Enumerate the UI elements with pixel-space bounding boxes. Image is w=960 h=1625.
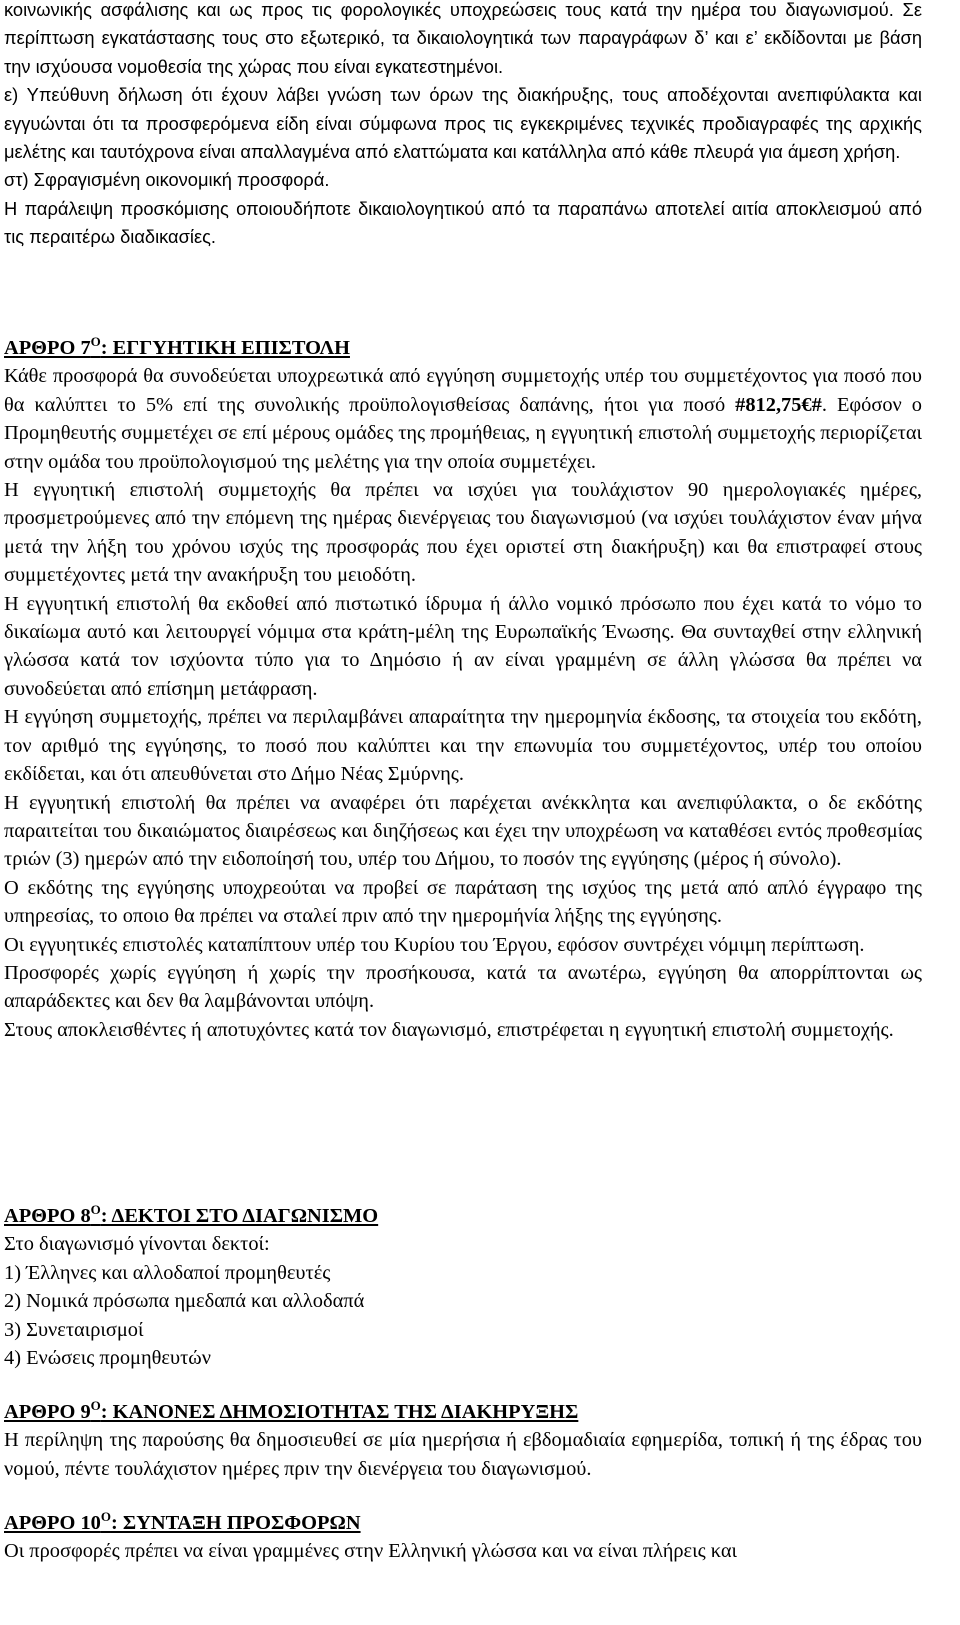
article-7-paragraph: Η εγγυητική επιστολή θα εκδοθεί από πιστωτικό ίδρυμα ή άλλο νομικό πρόσωπο που έχει κατά το νόμο το δικαίωμα αυτό και λειτουργεί νόμιμα στα κράτη-μέλη της Ευρωπαϊκής Ένωσης. Θα συνταχθεί στην ελληνική γλώσσα κατά τον ισχύοντα τύπο για το Δημόσιο ή αν είναι γραμμένη σε άλλη γλώσσα θα πρέπει να συνοδεύεται από επίσημη μετάφραση. <box>4 592 922 700</box>
intro-paragraph: ε) Υπεύθυνη δήλωση ότι έχουν λάβει γνώση των όρων της διακήρυξης, τους αποδέχονται ανεπιφύλακτα και εγγυώνται ότι τα προσφερόμενα είδη είναι σύμφωνα προς τις εγκεκριμένες τεχνικές προδιαγραφές της αρχικής μελέτης και ταυτόχρονα είναι απαλλαγμένα από ελαττώματα και κατάλληλα από κάθε πλευρά για άμεση χρήση. <box>4 84 922 163</box>
article-8-line: 2) Νομικά πρόσωπα ημεδαπά και αλλοδαπά <box>4 1290 365 1313</box>
article-7-paragraph: Στους αποκλεισθέντες ή αποτυχόντες κατά τον διαγωνισμό, επιστρέφεται η εγγυητική επιστολή συμμετοχής. <box>4 1018 894 1041</box>
article-10-paragraph: Οι προσφορές πρέπει να είναι γραμμένες στην Ελληνική γλώσσα και να είναι πλήρεις και <box>4 1540 738 1563</box>
article-7-paragraph: Οι εγγυητικές επιστολές καταπίπτουν υπέρ του Κυρίου του Έργου, εφόσον συντρέχει νόμιμη περίπτωση. <box>4 933 865 956</box>
article-7-section <box>4 334 922 1044</box>
article-10-section <box>4 1509 922 1566</box>
article-7-paragraph: Η εγγύηση συμμετοχής, πρέπει να περιλαμβάνει απαραίτητα την ημερομηνία έκδοσης, τα στοιχεία του εκδότη, τον αριθμό της εγγύησης, το ποσό που καλύπτει και την επωνυμία του συμμετέχοντος, υπέρ του οποίου εκδίδεται, και ότι απευθύνεται στο Δήμο Νέας Σμύρνης. <box>4 706 922 786</box>
article-7-paragraph: Η εγγυητική επιστολή θα πρέπει να αναφέρει ότι παρέχεται ανέκκλητα και ανεπιφύλακτα, ο δε εκδότης παραιτείται του δικαιώματος διαιρέσεως και διηζήσεως και έχει την υποχρέωση να καταθέσει εντός προθεσμίας τριών (3) ημερών από την ειδοποίησή του, υπέρ του Δήμου, το ποσόν της εγγύησης (μέρος ή σύνολο). <box>4 791 922 871</box>
intro-paragraph: Η παράλειψη προσκόμισης οποιουδήποτε δικαιολογητικού από τα παραπάνω αποτελεί αιτία αποκλεισμού από τις περαιτέρω διαδικασίες. <box>4 197 922 248</box>
article-8-heading: ΑΡΘΡΟ $8^O$: ΔΕΚΤΟΙ ΣΤΟ ΔΙΑΓΩΝΙΣΜΟ <box>4 1202 379 1227</box>
article-8-line: 3) Συνεταιρισμοί <box>4 1318 144 1341</box>
article-7-paragraph: Κάθε προσφορά θα συνοδεύεται υποχρεωτικά από εγγύηση συμμετοχής υπέρ του συμμετέχοντος για ποσό που θα καλύπτει το 5% επί της συνολικής προϋπολογισθείσας δαπάνης, ήτοι για ποσό #812,75€#. Εφόσον ο Προμηθευτής συμμετέχει σε επί μέρους ομάδες της προμήθειας, η εγγυητική επιστολή συμμετοχής περιορίζεται στην ομάδα του προϋπολογισμού της μελέτης για την οποία συμμετέχει. <box>4 365 922 473</box>
article-10-heading: ΑΡΘΡΟ $10^O$: ΣΥΝΤΑΞΗ ΠΡΟΣΦΟΡΩΝ <box>4 1509 361 1534</box>
article-9-section <box>4 1398 922 1483</box>
intro-section <box>4 0 922 252</box>
article-8-section <box>4 1202 922 1372</box>
article-7-heading: ΑΡΘΡΟ $7^O$: ΕΓΓΥΗΤΙΚΗ ΕΠΙΣΤΟΛΗ <box>4 334 350 359</box>
article-9-paragraph: Η περίληψη της παρούσης θα δημοσιευθεί σε μία ημερήσια ή εβδομαδιαία εφημερίδα, τοπική ή της έδρας του νομού, πέντε τουλάχιστον ημέρες πριν την διενέργεια του διαγωνισμού. <box>4 1429 922 1480</box>
article-7-paragraph: Ο εκδότης της εγγύησης υποχρεούται να προβεί σε παράταση της ισχύος της μετά από απλό έγγραφο της υπηρεσίας, το οποιο θα πρέπει να σταλεί πριν από την ημερομήνία λήξης της εγγύησης. <box>4 876 922 928</box>
intro-paragraph: στ) Σφραγισμένη οικονομική προσφορά. <box>4 169 330 191</box>
article-7-paragraph: Η εγγυητική επιστολή συμμετοχής θα πρέπει να ισχύει για τουλάχιστον 90 ημερολογιακές ημέρες, προσμετρούμενες από την επόμενη της ημέρας διενέργειας του διαγωνισμού (να ισχύει τουλάχιστον έναν μήνα μετά την λήξη του χρόνου ισχύς της προσφοράς που έχει οριστεί στη διακήρυξη) και θα επιστραφεί στους συμμετέχοντες μετά την ανακήρυξη του μειοδότη. <box>4 479 922 587</box>
guarantee-amount: #812,75€# <box>735 393 822 416</box>
article-8-line: 4) Ενώσεις προμηθευτών <box>4 1347 211 1370</box>
article-8-line: Στο διαγωνισμό γίνονται δεκτοί: <box>4 1233 270 1256</box>
article-8-line: 1) Έλληνες και αλλοδαποί προμηθευτές <box>4 1261 331 1284</box>
article-9-heading: ΑΡΘΡΟ $9^O$: ΚΑΝΟΝΕΣ ΔΗΜΟΣΙΟΤΗΤΑΣ ΤΗΣ ΔΙΑΚΗΡΥΞΗΣ <box>4 1398 579 1423</box>
article-7-paragraph: Προσφορές χωρίς εγγύηση ή χωρίς την προσήκουσα, κατά τα ανωτέρω, εγγύηση θα απορρίπτονται ως απαράδεκτες και δεν θα λαμβάνονται υπόψη. <box>4 961 922 1013</box>
intro-paragraph: κοινωνικής ασφάλισης και ως προς τις φορολογικές υποχρεώσεις τους κατά την ημέρα του διαγωνισμού. Σε περίπτωση εγκατάστασης τους στο εξωτερικό, τα δικαιολογητικά των παραγράφων δ’ και ε’ εκδίδονται με βάση την ισχύουσα νομοθεσία της χώρας που είναι εγκατεστημένοι. <box>4 0 922 77</box>
